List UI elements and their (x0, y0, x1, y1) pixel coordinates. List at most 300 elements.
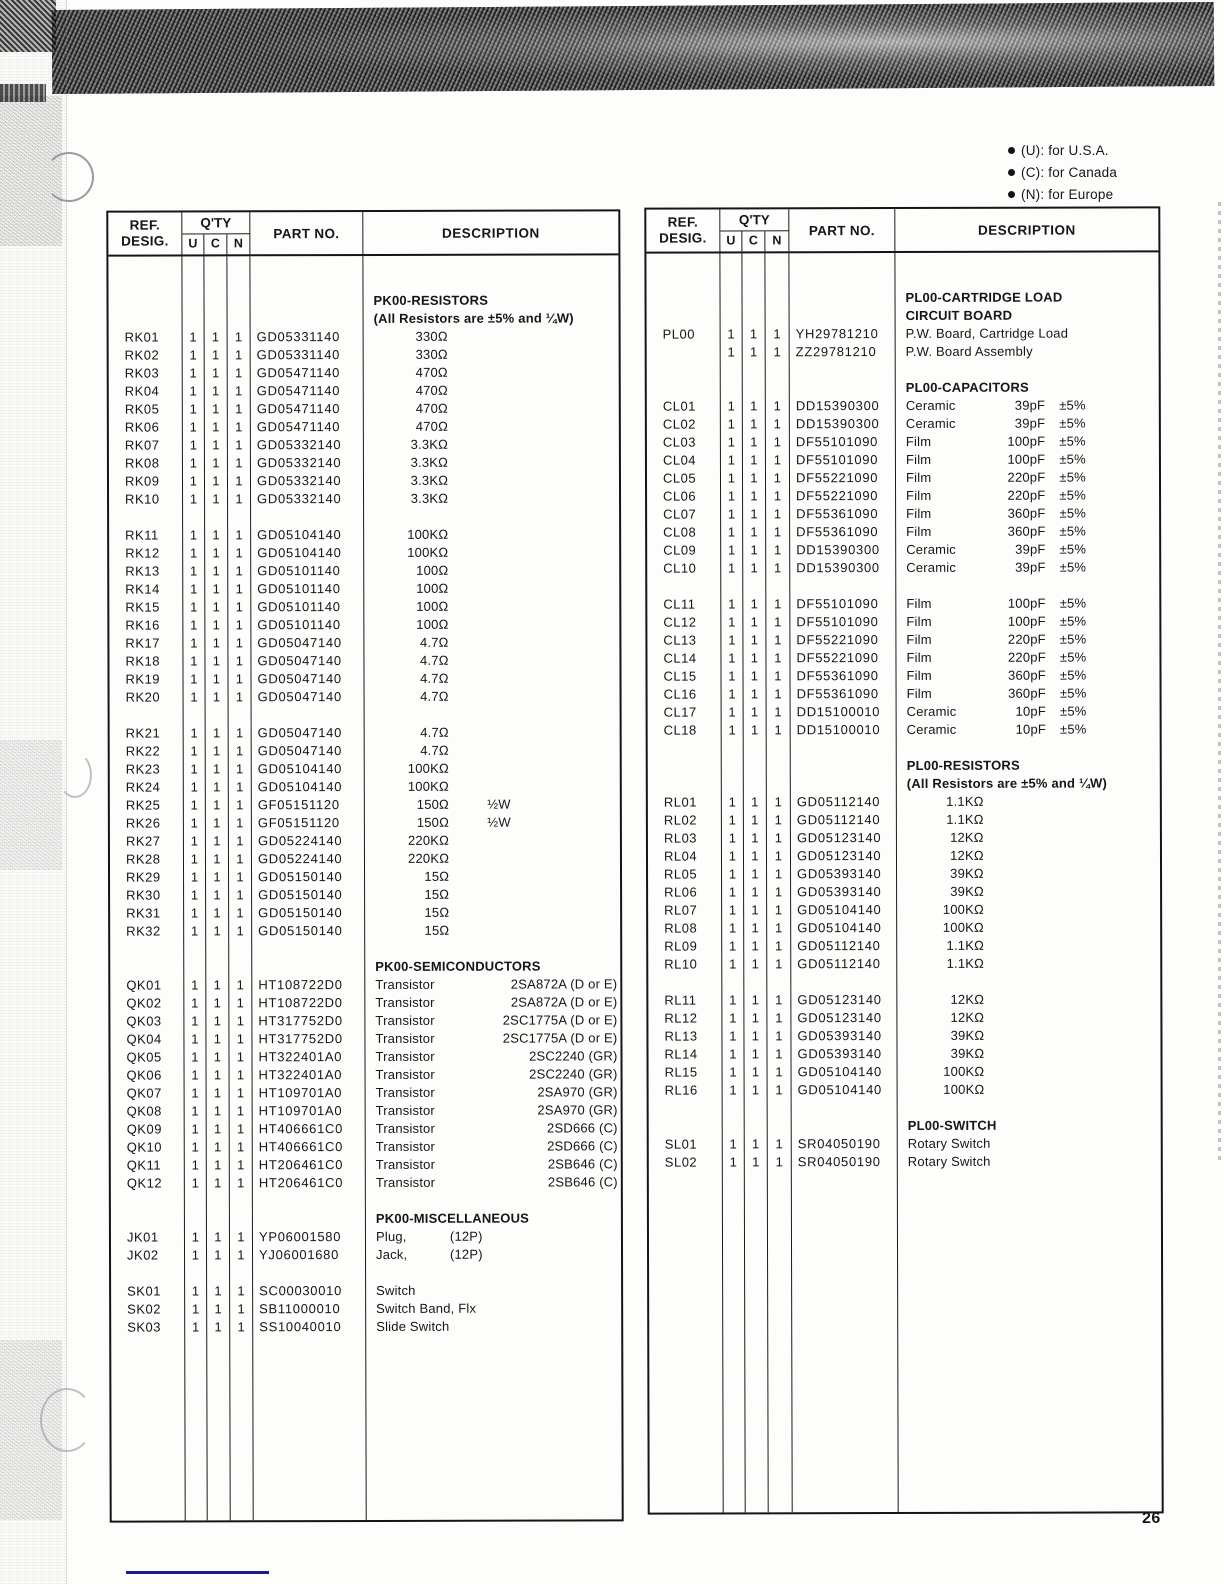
desc-d1: Film (906, 523, 932, 539)
cell-n (767, 739, 791, 757)
cell-desc (364, 597, 619, 616)
cell-ref: QK11 (111, 1156, 185, 1174)
cell-u: 1 (184, 760, 206, 778)
cell-desc (896, 468, 1159, 487)
cell-part: GD05393140 (791, 1045, 897, 1063)
cell-c: 1 (744, 865, 767, 883)
cell-part (790, 577, 896, 595)
cell-c: 1 (206, 832, 229, 850)
table-row (111, 1173, 621, 1192)
desc-d1: Ceramic (906, 703, 957, 719)
cell-u: 1 (183, 346, 205, 364)
desc-d2: 12KΩ (950, 847, 984, 863)
cell-n (766, 307, 790, 325)
desc-d2: 4.7Ω (419, 652, 449, 668)
cell-desc (366, 1119, 621, 1138)
cell-ref: RK03 (109, 364, 183, 382)
cell-u: 1 (721, 505, 743, 523)
cell-ref (108, 256, 182, 274)
cell-part: HT317752D0 (252, 1030, 365, 1048)
region-legend (1008, 140, 1117, 206)
cell-desc (896, 342, 1159, 361)
cell-desc (897, 918, 1160, 937)
spacer-row (648, 972, 1160, 991)
cell-ref: QK05 (110, 1048, 184, 1066)
cell-c: 1 (206, 850, 229, 868)
cell-desc (896, 414, 1159, 433)
cell-c (207, 1336, 230, 1520)
cell-part: GF05151120 (252, 796, 365, 814)
desc-d3: ½W (487, 814, 511, 830)
cell-c: 1 (743, 433, 766, 451)
desc-d1: P.W. Board Assembly (905, 343, 1033, 359)
table-row (110, 849, 620, 868)
cell-ref: RK10 (109, 490, 183, 508)
cell-n: 1 (766, 487, 790, 505)
desc-d2: 1.1KΩ (946, 811, 984, 827)
cell-ref: CL15 (647, 667, 721, 685)
cell-ref: CL06 (647, 487, 721, 505)
desc-d2: 220pF (1007, 649, 1046, 665)
cell-c: 1 (205, 490, 228, 508)
table-row (109, 597, 619, 616)
desc-d2: 39KΩ (950, 865, 984, 881)
cell-part (253, 1192, 366, 1210)
cell-desc (897, 702, 1160, 721)
cell-desc (896, 288, 1159, 307)
cell-u: 1 (721, 469, 743, 487)
cell-u (721, 361, 743, 379)
cell-ref (109, 310, 183, 328)
cell-u: 1 (185, 1084, 207, 1102)
legend-item-europe (1008, 184, 1117, 206)
cell-ref: CL09 (647, 541, 721, 559)
table-row (648, 936, 1160, 955)
cell-n: 1 (767, 919, 791, 937)
cell-n: 1 (766, 415, 790, 433)
cell-desc (365, 885, 620, 904)
cell-c: 1 (206, 1048, 229, 1066)
section-header-row (648, 756, 1160, 775)
desc-d2: 100Ω (416, 580, 449, 596)
cell-n: 1 (229, 814, 252, 832)
scan-noise-patch (0, 740, 62, 870)
cell-part: GD05471140 (251, 400, 364, 418)
desc-d3: ±5% (1059, 505, 1087, 521)
table-row (109, 435, 619, 454)
table-row (647, 648, 1159, 667)
cell-desc (365, 867, 620, 886)
cell-ref: RK20 (110, 688, 184, 706)
desc-d2: 220pF (1007, 469, 1046, 485)
desc-d3: ±5% (1059, 415, 1086, 431)
desc-d1: Transistor (375, 1012, 435, 1028)
cell-n (768, 1099, 792, 1117)
desc-d2: 2SA970 (GR) (537, 1084, 618, 1100)
desc-d3 (984, 990, 1160, 1008)
cell-u: 1 (722, 721, 744, 739)
cell-ref: PL00 (647, 325, 721, 343)
cell-c (204, 256, 227, 274)
cell-u: 1 (184, 994, 206, 1012)
legend-item-usa (1008, 140, 1117, 162)
cell-u: 1 (185, 1120, 207, 1138)
table-row (647, 522, 1159, 541)
cell-part: GD05224140 (252, 850, 365, 868)
cell-desc (365, 795, 620, 814)
cell-desc (897, 954, 1160, 973)
cell-u (185, 1336, 207, 1520)
cell-ref: RK12 (109, 544, 183, 562)
cell-part: GD05393140 (791, 1027, 897, 1045)
cell-n: 1 (228, 418, 251, 436)
cell-n: 1 (229, 1012, 252, 1030)
cell-part: YJ06001680 (253, 1246, 366, 1264)
desc-d2: 360pF (1007, 523, 1046, 539)
left-parts-table (106, 209, 623, 1522)
cell-u: 1 (723, 1153, 745, 1171)
cell-part (790, 289, 896, 307)
cell-part: GD05104140 (251, 544, 364, 562)
table-row (647, 630, 1159, 649)
table-row (109, 399, 619, 418)
cell-desc (897, 900, 1160, 919)
cell-u: 1 (184, 1012, 206, 1030)
cell-c: 1 (205, 526, 228, 544)
cell-desc (896, 594, 1159, 613)
desc-d3 (984, 954, 1160, 972)
cell-c: 1 (743, 397, 766, 415)
cell-desc (366, 1263, 621, 1282)
cell-desc (898, 1170, 1162, 1512)
cell-u (723, 1117, 745, 1135)
cell-u: 1 (722, 1009, 744, 1027)
cell-desc (897, 810, 1160, 829)
cell-n: 1 (767, 811, 791, 829)
header-ref-line1: REF. (129, 217, 161, 233)
cell-part: GD05150140 (252, 886, 365, 904)
cell-c: 1 (205, 652, 228, 670)
cell-n: 1 (228, 328, 251, 346)
cell-part: GD05047140 (251, 634, 364, 652)
cell-n (230, 1210, 253, 1228)
cell-c: 1 (206, 994, 229, 1012)
cell-n: 1 (229, 904, 252, 922)
desc-d3 (448, 399, 619, 417)
cell-ref: RK18 (109, 652, 183, 670)
cell-c (207, 1264, 230, 1282)
cell-n: 1 (228, 436, 251, 454)
cell-desc (364, 507, 619, 526)
cell-ref: RK02 (109, 346, 183, 364)
cell-part: GD05047140 (251, 670, 364, 688)
desc-d3 (449, 651, 620, 669)
cell-part: DF55221090 (790, 631, 896, 649)
cell-n: 1 (229, 886, 252, 904)
cell-c: 1 (205, 364, 228, 382)
header-qty: Q'TY (182, 212, 250, 234)
cell-u: 1 (721, 487, 743, 505)
cell-u: 1 (722, 829, 744, 847)
cell-n (230, 1192, 253, 1210)
cell-u: 1 (721, 523, 743, 541)
desc-d2: 150Ω (416, 814, 450, 830)
header-qty-c: C (742, 231, 765, 251)
cell-n: 1 (766, 613, 790, 631)
cell-n: 1 (229, 796, 252, 814)
cell-desc (366, 1101, 621, 1120)
cell-u: 1 (721, 667, 743, 685)
cell-ref: RL02 (648, 811, 722, 829)
cell-c (743, 379, 766, 397)
desc-d2: 100KΩ (407, 526, 449, 542)
desc-d3 (449, 741, 620, 759)
cell-u (182, 292, 204, 310)
cell-n: 1 (230, 1120, 253, 1138)
cell-part: GD05104140 (792, 1063, 898, 1081)
cell-n: 1 (229, 976, 252, 994)
cell-c (205, 310, 228, 328)
cell-u: 1 (183, 400, 205, 418)
table-row (111, 1137, 621, 1156)
cell-part: GD05471140 (251, 364, 364, 382)
cell-c: 1 (206, 904, 229, 922)
section-title: PL00-CARTRIDGE LOAD (905, 289, 1063, 305)
section-title: CIRCUIT BOARD (905, 307, 1013, 323)
cell-ref (648, 775, 722, 793)
cell-c: 1 (206, 724, 229, 742)
desc-d2: 12KΩ (950, 829, 984, 845)
cell-n: 1 (228, 652, 251, 670)
section-header-row (111, 1209, 621, 1228)
cell-u: 1 (722, 793, 744, 811)
cell-n: 1 (768, 1135, 792, 1153)
cell-c: 1 (206, 814, 229, 832)
cell-ref: SK01 (111, 1282, 185, 1300)
cell-u: 1 (185, 1318, 207, 1336)
cell-desc (364, 471, 619, 490)
header-description: DESCRIPTION (977, 222, 1076, 238)
desc-d3 (984, 1062, 1160, 1080)
cell-desc (366, 1245, 621, 1264)
header-ref-line1: REF. (667, 214, 699, 230)
cell-c: 1 (743, 541, 766, 559)
cell-u (722, 973, 744, 991)
cell-n (767, 973, 791, 991)
cell-part: GD05104140 (251, 526, 364, 544)
cell-ref: RK15 (109, 598, 183, 616)
cell-ref: RK21 (110, 724, 184, 742)
cell-c: 1 (744, 901, 767, 919)
halftone-banner (52, 2, 1215, 94)
desc-d2: 360pF (1007, 667, 1046, 683)
cell-n: 1 (767, 829, 791, 847)
cell-n: 1 (767, 1009, 791, 1027)
cell-desc (897, 990, 1160, 1009)
desc-d2: 220KΩ (407, 832, 450, 848)
cell-desc (897, 684, 1160, 703)
cell-u: 1 (721, 631, 743, 649)
desc-d1: Transistor (375, 1138, 436, 1154)
desc-d2: 15Ω (424, 886, 450, 902)
cell-part: GD05101140 (251, 616, 364, 634)
desc-d3 (984, 1026, 1160, 1044)
cell-desc (366, 1335, 621, 1520)
section-title: PL00-CAPACITORS (905, 379, 1029, 395)
cell-part: GD05104140 (792, 1081, 898, 1099)
cell-ref: RL09 (648, 937, 722, 955)
desc-d1: Rotary Switch (907, 1135, 991, 1151)
cell-u (720, 253, 742, 271)
cell-part: GD05332140 (251, 472, 364, 490)
cell-u: 1 (184, 868, 206, 886)
cell-c: 1 (743, 613, 766, 631)
desc-d1: Transistor (375, 1102, 435, 1118)
legend-label: (N): for Europe (1021, 187, 1114, 202)
cell-desc (365, 687, 620, 706)
cell-part: DF55101090 (790, 433, 896, 451)
desc-d3 (449, 885, 620, 903)
cell-ref: SL02 (649, 1153, 723, 1171)
table-body (108, 255, 621, 1520)
cell-u: 1 (183, 454, 205, 472)
cell-desc (366, 1209, 621, 1228)
desc-d3 (984, 864, 1160, 882)
cell-n: 1 (229, 850, 252, 868)
cell-c: 1 (743, 343, 766, 361)
cell-ref: CL18 (648, 721, 722, 739)
cell-n (767, 775, 791, 793)
cell-ref: QK01 (110, 976, 184, 994)
cell-u: 1 (184, 832, 206, 850)
desc-d2: 470Ω (415, 382, 448, 398)
cell-n: 1 (767, 1045, 791, 1063)
cell-desc (897, 1008, 1160, 1027)
desc-d2: 39pF (1014, 415, 1046, 431)
desc-d1: Transistor (375, 1174, 436, 1190)
desc-d2: 3.3KΩ (410, 490, 449, 506)
cell-desc (898, 1116, 1161, 1135)
desc-d2: 12KΩ (950, 1009, 985, 1025)
cell-part (790, 361, 896, 379)
cell-u: 1 (723, 1063, 745, 1081)
cell-n: 1 (768, 1081, 792, 1099)
desc-d3 (449, 687, 620, 705)
cell-c: 1 (207, 1066, 230, 1084)
desc-d3 (449, 759, 620, 777)
cell-u: 1 (183, 580, 205, 598)
desc-d1: Transistor (375, 1030, 435, 1046)
cell-c: 1 (743, 505, 766, 523)
cell-ref: RK09 (109, 472, 183, 490)
cell-desc (366, 1317, 621, 1336)
cell-desc (897, 792, 1160, 811)
cell-u: 1 (184, 724, 206, 742)
cell-u: 1 (722, 883, 744, 901)
cell-part: YH29781210 (790, 325, 896, 343)
desc-d3 (448, 525, 619, 543)
cell-n: 1 (766, 469, 790, 487)
desc-d2: 100KΩ (943, 1063, 985, 1079)
cell-desc (363, 255, 618, 274)
cell-n: 1 (229, 724, 252, 742)
table-row (647, 612, 1159, 631)
cell-u (720, 271, 742, 289)
cell-u: 1 (721, 613, 743, 631)
cell-u: 1 (184, 778, 206, 796)
cell-u: 1 (183, 436, 205, 454)
cell-n (230, 1264, 253, 1282)
desc-d1: Rotary Switch (907, 1153, 991, 1169)
cell-c: 1 (743, 451, 766, 469)
table-row (110, 975, 620, 994)
cell-part: HT406661C0 (253, 1120, 366, 1138)
cell-u: 1 (185, 1300, 207, 1318)
desc-d3 (449, 831, 620, 849)
cell-desc (365, 849, 620, 868)
cell-desc (365, 993, 620, 1012)
cell-c: 1 (743, 649, 766, 667)
cell-ref: RL12 (648, 1009, 722, 1027)
cell-desc (896, 432, 1159, 451)
cell-ref: RK04 (109, 382, 183, 400)
cell-c: 1 (207, 1282, 230, 1300)
cell-ref: RK13 (109, 562, 183, 580)
cell-ref: RK08 (109, 454, 183, 472)
cell-c (744, 973, 767, 991)
desc-d3 (984, 882, 1160, 900)
cell-part: GD05150140 (252, 868, 365, 886)
desc-d2: 100pF (1007, 595, 1046, 611)
cell-desc (364, 381, 619, 400)
desc-d3 (984, 900, 1160, 918)
table-filler-row (649, 1170, 1162, 1512)
cell-ref: CL07 (647, 505, 721, 523)
desc-d2: 3.3KΩ (410, 436, 449, 452)
bullet-icon (1008, 191, 1015, 198)
desc-d3 (448, 579, 619, 597)
cell-ref (648, 757, 722, 775)
cell-part: GD05332140 (251, 490, 364, 508)
cell-part: SC00030010 (253, 1282, 366, 1300)
table-row (648, 1044, 1160, 1063)
cell-desc (365, 939, 620, 958)
cell-part (792, 1099, 898, 1117)
spacer-row (648, 738, 1160, 757)
cell-u: 1 (184, 886, 206, 904)
cell-u: 1 (183, 634, 205, 652)
cell-n: 1 (229, 1030, 252, 1048)
cell-c: 1 (743, 631, 766, 649)
cell-ref (649, 1099, 723, 1117)
cell-n: 1 (230, 1066, 253, 1084)
cell-u (185, 1192, 207, 1210)
cell-desc (366, 1281, 621, 1300)
cell-desc (365, 705, 620, 724)
cell-part: GD05331140 (251, 346, 364, 364)
cell-n: 1 (767, 793, 791, 811)
cell-part: GD05332140 (251, 454, 364, 472)
desc-d1: Film (906, 649, 932, 665)
desc-d2: 220pF (1007, 631, 1046, 647)
table-row (110, 795, 620, 814)
cell-c: 1 (205, 418, 228, 436)
table-row (110, 921, 620, 940)
cell-c: 1 (743, 487, 766, 505)
desc-d2: 100KΩ (942, 919, 984, 935)
cell-n: 1 (766, 451, 790, 469)
cell-n: 1 (228, 526, 251, 544)
